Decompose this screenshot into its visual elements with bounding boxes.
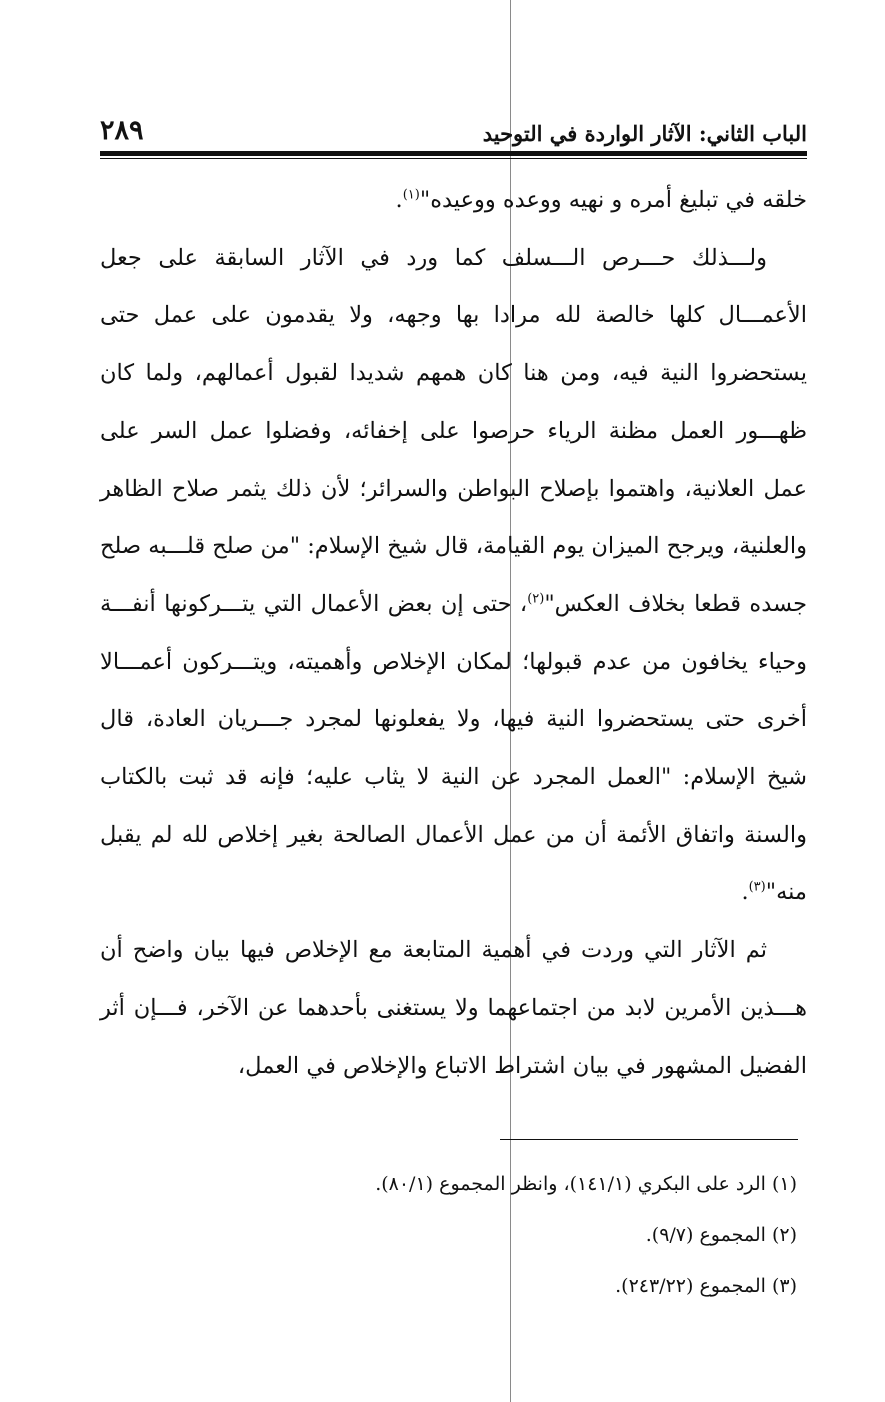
footnote-ref-3: (٣): [748, 879, 766, 895]
footnotes: [100, 1159, 797, 1312]
page-number: ٢٨٩: [100, 115, 144, 146]
footnote-3: (٣) المجموع (٢٤٣/٢٢).: [615, 1275, 797, 1297]
footnote-2: (٢) المجموع (٩/٧).: [645, 1224, 797, 1246]
footnote-ref-2: (٢): [527, 591, 545, 607]
page-header: [100, 106, 807, 146]
header-rule-thick: [100, 151, 807, 156]
paragraph-2: ولـــذلك حـــرص الـــسلف كما ورد في الآثار السابقة على جعل الأعمـــال كلها خالصة لله مرادا بها وجهه، ولا يقدمون على عمل حتى يستحضروا النية فيه، ومن هنا كان همهم شديدا لقبول أعمالهم، ولما كان ظهـــور العمل مظنة الرياء حرصوا على إخفائه، وفضلوا عمل السر على عمل العلانية، واهتموا بإصلاح البواطن والسرائر؛ لأن ذلك يثمر صلاح الظاهر والعلنية، ويرجح الميزان يوم القيامة، قال شيخ الإسلام: "من صلح قلـــبه صلح جسده قطعا بخلاف العكس"$^{(٢)}$، حتى إن بعض الأعمال التي يتـــركونها أنفـــة وحياء يخافون من عدم قبولها؛ لمكان الإخلاص وأهميته، ويتـــركون أعمـــالا أخرى حتى يستحضروا النية فيها، ولا يفعلونها لمجرد جـــريان العادة، قال شيخ الإسلام: "العمل المجرد عن النية لا يثاب عليه؛ فإنه قد ثبت بالكتاب والسنة واتفاق الأئمة أن من عمل الأعمال الصالحة بغير إخلاص لله لم يقبل منه"$^{(٣)}$.: [100, 244, 808, 906]
running-title: الباب الثاني: الآثار الواردة في التوحيد: [482, 121, 807, 146]
footnote-separator: [500, 1139, 798, 1140]
paragraph-3: ثم الآثار التي وردت في أهمية المتابعة مع الإخلاص فيها بيان واضح أن هـــذين الأمرين لابد من اجتماعهما ولا يستغنى بأحدهما عن الآخر، فـــإن أثر الفضيل المشهور في بيان اشتراط الاتباع والإخلاص في العمل،: [100, 937, 807, 1079]
footnote-ref-1: (١): [402, 187, 420, 203]
footnote-1: (١) الرد على البكري (١٤١/١)، وانظر المجموع (٨٠/١).: [375, 1173, 797, 1195]
body-text: [100, 172, 807, 1095]
paragraph-1: خلقه في تبليغ أمره و نهيه ووعده ووعيده"$^{(١)}$.: [395, 187, 807, 213]
header-rule-thin: [100, 158, 807, 159]
